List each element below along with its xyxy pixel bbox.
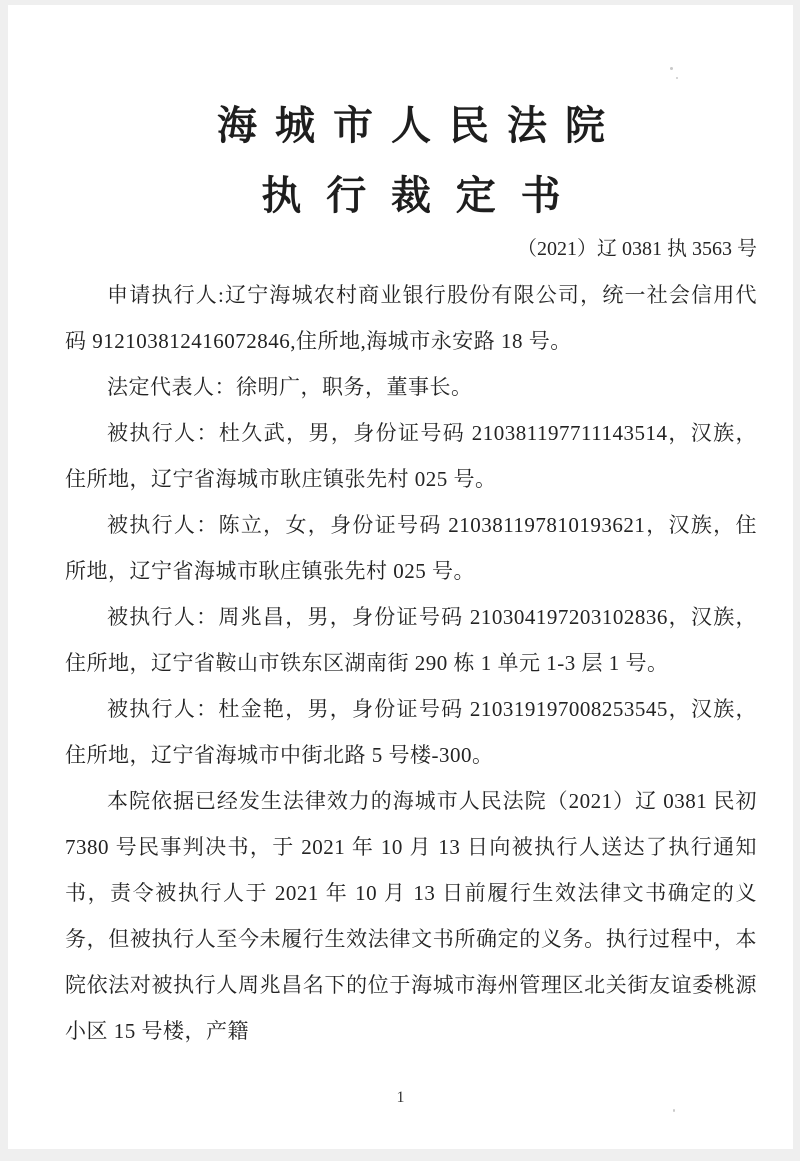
court-name-title: 海城市人民法院 <box>217 103 623 148</box>
scan-speck <box>673 1109 675 1112</box>
paragraph-respondent-1: 被执行人：杜久武，男，身份证号码 210381197711143514，汉族，住所地，辽宁省海城市耿庄镇张先村 025 号。 <box>65 421 757 491</box>
page-number: 1 <box>396 1089 405 1106</box>
document-content <box>8 5 793 1054</box>
scan-speck <box>670 67 673 70</box>
paragraph-legal-representative: 法定代表人：徐明广，职务，董事长。 <box>107 375 473 399</box>
document-type-title: 执行裁定书 <box>261 173 586 218</box>
paragraph-applicant: 申请执行人:辽宁海城农村商业银行股份有限公司，统一社会信用代码 912103812416072846,住所地,海城市永安路 18 号。 <box>65 283 757 353</box>
paragraph-respondent-2: 被执行人：陈立，女，身份证号码 210381197810193621，汉族，住所地，辽宁省海城市耿庄镇张先村 025 号。 <box>65 513 757 583</box>
paragraph-respondent-4: 被执行人：杜金艳，男，身份证号码 210319197008253545，汉族，住所地，辽宁省海城市中街北路 5 号楼-300。 <box>65 697 757 767</box>
document-page <box>8 5 793 1149</box>
paragraph-respondent-3: 被执行人：周兆昌，男，身份证号码 210304197203102836，汉族，住所地，辽宁省鞍山市铁东区湖南街 290 栋 1 单元 1-3 层 1 号。 <box>65 605 757 675</box>
scan-speck <box>676 77 678 79</box>
case-number: （2021）辽 0381 执 3563 号 <box>517 238 757 260</box>
document-body <box>65 272 757 1054</box>
paragraph-ruling-basis: 本院依据已经发生法律效力的海城市人民法院（2021）辽 0381 民初 7380 号民事判决书，于 2021 年 10 月 13 日向被执行人送达了执行通知书，责令被执行人于 2021 年 10 月 13 日前履行生效法律文书确定的义务，但被执行人至今未履行生效法律文书所确定的义务。执行过程中，本院依法对被执行人周兆昌名下的位于海城市海州管理区北关街友谊委桃源小区 15 号楼，产籍 <box>65 789 757 1043</box>
